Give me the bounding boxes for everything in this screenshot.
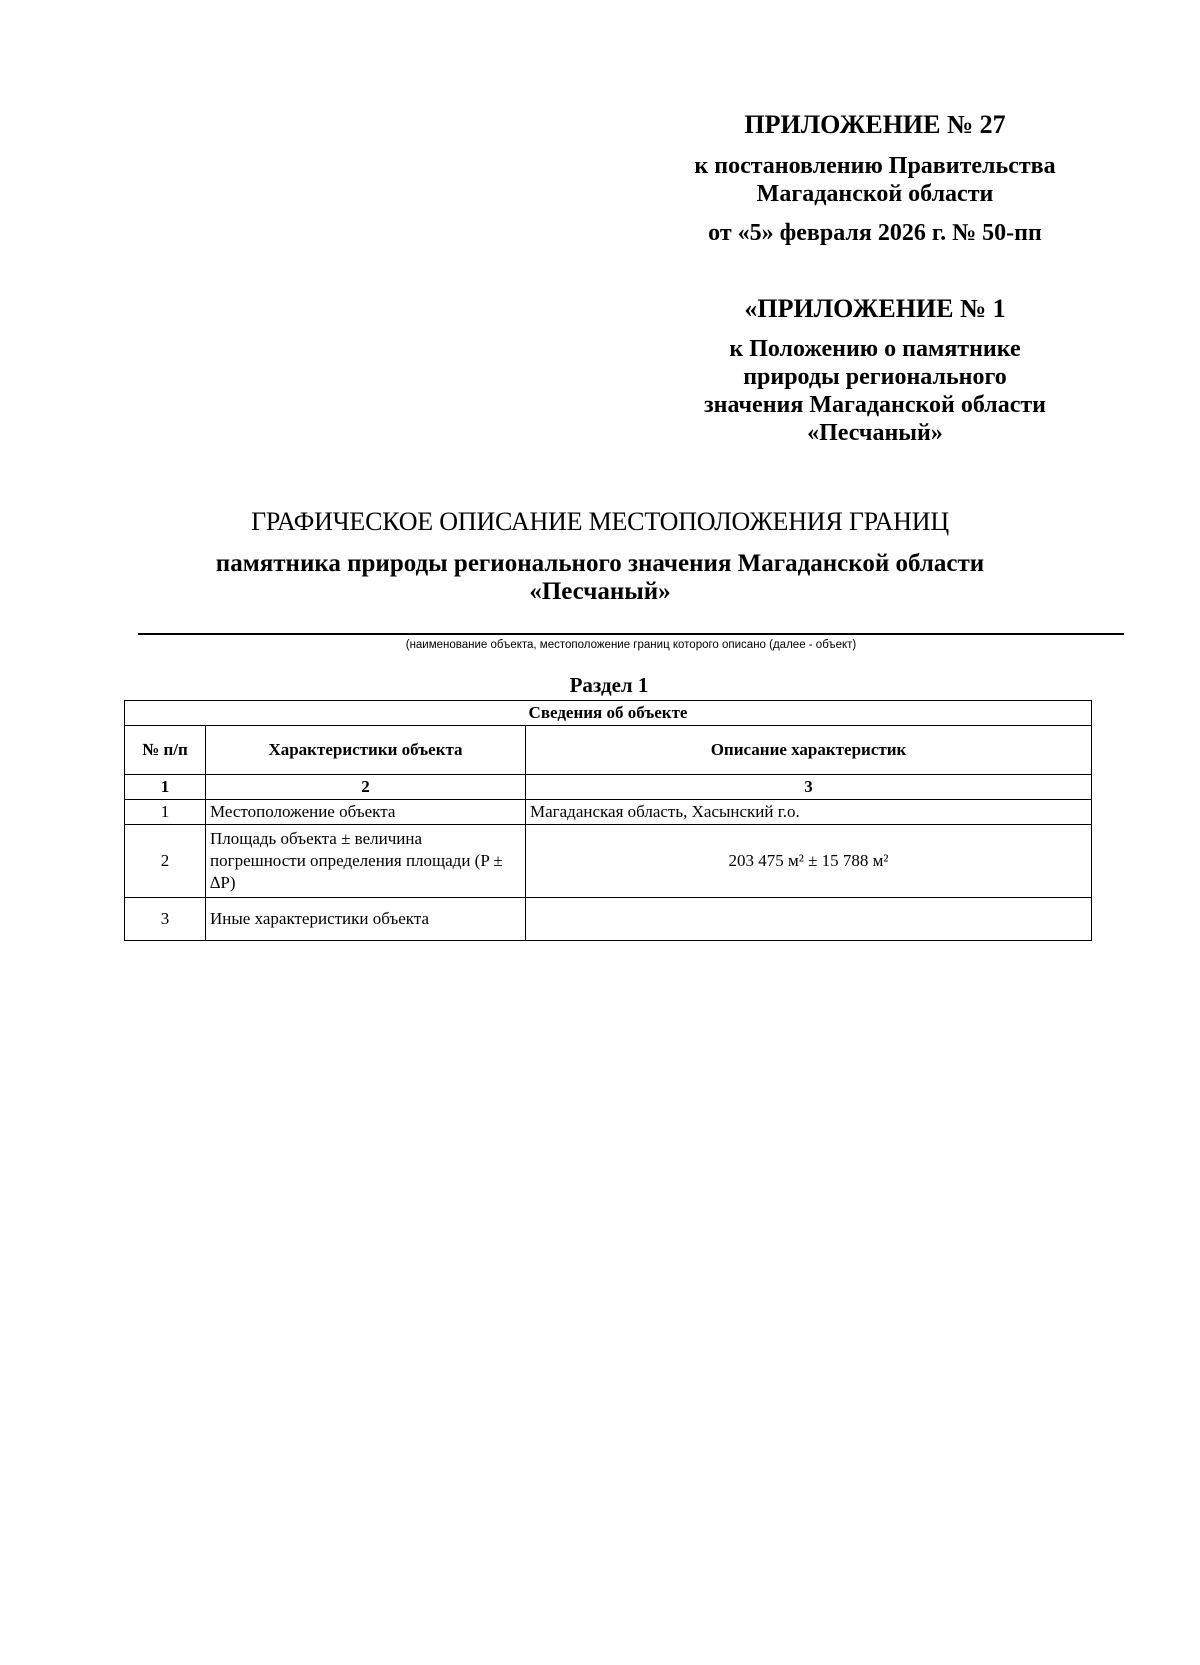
column-number: 2 (206, 775, 526, 800)
section-title: Раздел 1 (569, 673, 649, 697)
row-characteristic: Иные характеристики объекта (206, 898, 526, 941)
object-name-caption: (наименование объекта, местоположение границ которого описано (далее - объект) (405, 639, 857, 651)
inner-appendix-title: «ПРИЛОЖЕНИЕ № 1 (744, 294, 1006, 323)
row-description: Магаданская область, Хасынский г.о. (526, 800, 1092, 825)
row-characteristic: Площадь объекта ± величина погрешности определения площади (P ± ∆P) (206, 825, 526, 898)
column-number: 1 (125, 775, 206, 800)
object-name-underline (138, 633, 1124, 635)
row-description: 203 475 м² ± 15 788 м² (526, 825, 1092, 898)
document-title: ГРАФИЧЕСКОЕ ОПИСАНИЕ МЕСТОПОЛОЖЕНИЯ ГРАНИЦ (251, 507, 949, 536)
appendix-decree-line2: Магаданской области (756, 181, 994, 207)
document-subtitle (125, 550, 1075, 606)
header-number: № п/п (125, 726, 206, 775)
table-row (125, 800, 1092, 825)
row-description (526, 898, 1092, 941)
table-header-row (125, 726, 1092, 775)
document-subtitle-line1: памятника природы регионального значения Магаданской области (215, 550, 985, 577)
object-info-table (124, 700, 1092, 941)
table-caption: Сведения об объекте (125, 701, 1092, 726)
row-number: 2 (125, 825, 206, 898)
inner-appendix-line4: «Песчаный» (807, 420, 943, 446)
table-row (125, 898, 1092, 941)
inner-appendix-line3: значения Магаданской области (704, 392, 1046, 418)
table-row (125, 825, 1092, 898)
appendix-title: ПРИЛОЖЕНИЕ № 27 (744, 110, 1006, 139)
document-subtitle-line2: «Песчаный» (529, 578, 671, 605)
row-characteristic: Местоположение объекта (206, 800, 526, 825)
header-description: Описание характеристик (526, 726, 1092, 775)
appendix-date: от «5» февраля 2026 г. № 50-пп (708, 220, 1042, 246)
table-caption-row (125, 701, 1092, 726)
row-number: 1 (125, 800, 206, 825)
inner-appendix-line1: к Положению о памятнике (729, 336, 1021, 362)
column-numbers-row (125, 775, 1092, 800)
inner-appendix-line2: природы регионального (743, 364, 1007, 390)
inner-appendix-reference (655, 335, 1095, 447)
row-number: 3 (125, 898, 206, 941)
header-characteristic: Характеристики объекта (206, 726, 526, 775)
appendix-decree-reference (655, 152, 1095, 208)
column-number: 3 (526, 775, 1092, 800)
appendix-decree-line1: к постановлению Правительства (694, 153, 1056, 179)
